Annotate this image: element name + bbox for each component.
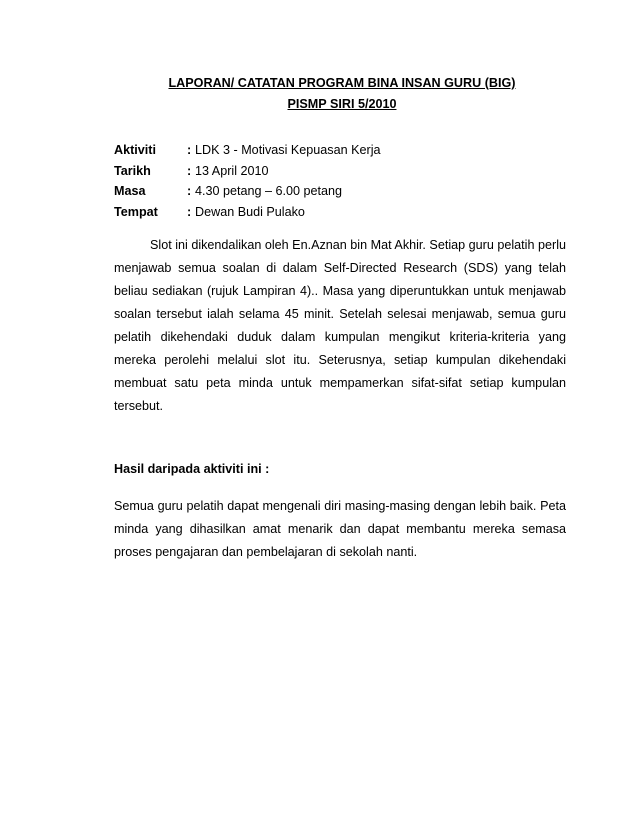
document-subtitle: PISMP SIRI 5/2010 <box>287 97 397 111</box>
info-label: Aktiviti <box>114 143 156 157</box>
info-value: 13 April 2010 <box>195 164 269 178</box>
info-value: LDK 3 - Motivasi Kepuasan Kerja <box>195 143 381 157</box>
info-colon: : <box>187 205 192 219</box>
info-value: 4.30 petang – 6.00 petang <box>195 184 343 198</box>
result-paragraph: Semua guru pelatih dapat mengenali diri masing-masing dengan lebih baik. Peta minda yang dihasilkan amat menarik dan dapat membantu mereka semasa proses pengajaran dan pembelajaran di sekolah nanti. <box>114 499 566 559</box>
info-label: Tarikh <box>114 164 151 178</box>
info-label: Masa <box>114 184 146 198</box>
info-value: Dewan Budi Pulako <box>195 205 305 219</box>
info-colon: : <box>187 184 192 198</box>
info-colon: : <box>187 164 192 178</box>
info-colon: : <box>187 143 192 157</box>
document-title: LAPORAN/ CATATAN PROGRAM BINA INSAN GURU (BIG) <box>168 76 516 90</box>
section-heading: Hasil daripada aktiviti ini : <box>114 462 270 476</box>
info-label: Tempat <box>114 205 158 219</box>
body-paragraph: Slot ini dikendalikan oleh En.Aznan bin Mat Akhir. Setiap guru pelatih perlu menjawab semua soalan di dalam Self-Directed Research (SDS) yang telah beliau sediakan (rujuk Lampiran 4).. Masa yang diperuntukkan untuk menjawab soalan tersebut ialah selama 45 minit. Setelah selesai menjawab, semua guru pelatih dikehendaki duduk dalam kumpulan mengikut kriteria-kriteria yang mereka perolehi melalui slot itu. Seterusnya, setiap kumpulan dikehendaki membuat satu peta minda untuk mempamerkan sifat-sifat setiap kumpulan tersebut. <box>114 238 566 413</box>
